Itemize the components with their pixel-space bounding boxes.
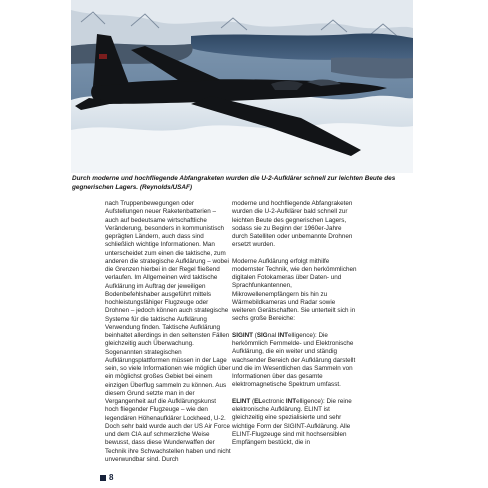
paragraph: nach Truppenbewegungen oder Aufstellungen neuer Raketenbatterien – auch auf bedeutsame wirtschaftliche Veränderung, besonders in kommunistisch geprägten Ländern, auch dass sind schließlich wichtige Informationen. Man unterscheidet zum einen die taktische, zum anderen die strategische Aufklärung – wobei die Grenzen hierbei in der Regel fließend verlaufen. Im Allgemeinen wird taktische Aufklärung im Auftrag der jeweiligen Bodenbefehlshaber ausgeführt mittels hochleistungsfähiger Flugzeuge oder Drohnen – jedoch können auch strategische Systeme für die taktische Aufklärung Verwendung finden. Taktische Aufklärung beinhaltet allerdings in den seltensten Fällen gleichzeitig auch Überwachung. Sogenannten strategischen Aufklärungsplattformen müssen in der Lage sein, so viele Informationen wie möglich über ein möglichst großes Gebiet bei einem einzigen Überflug sammeln zu können. Aus diesem Grund setzte man in der Vergangenheit auf die Aufklärungskunst hoch fliegender Flugzeuge – wie den legendären Höhenaufklärer Lockheed, U-2. Doch sehr bald wurde auch der US Air Force und dem CIA auf schmerzliche Weise bewusst, dass diese Wunderwaffen der Technik ihre Schwachstellen haben und nicht unverwundbar sind. Durch: [105, 200, 231, 463]
sigint-paragraph: SIGINT (SIGnal INTelligence): Die herkömmlich Fernmelde- und Elektronische Aufklärung, die ein weiter und ständig wachsender Bereich der Aufklärung darstellt und die im Wesentlichen das Sammeln von Informationen über das gesamte elektromagnetische Spektrum umfasst.: [232, 331, 356, 389]
body-column-left: [105, 200, 231, 472]
page-number: [100, 473, 113, 482]
figure-caption: Durch moderne und hochfliegende Abfangraketen wurden die U-2-Aufklärer schnell zur leichten Beute des gegnerischen Lagers. (Reynolds/USAF): [72, 175, 396, 191]
elint-term: ELINT: [232, 397, 251, 405]
paragraph: moderne und hochfliegende Abfangraketen wurden die U-2-Aufklärer bald schnell zur leichten Beute des gegnerischen Lagers, sodass sie zu Beginn der 1960er-Jahre durch Satelliten oder unbemannte Drohnen ersetzt wurden.: [232, 200, 353, 249]
square-marker-icon: [100, 475, 106, 481]
paragraph: Moderne Aufklärung erfolgt mithilfe modernster Technik, wie den herkömmlichen digitalen Fotokameras über Daten- und Sprachfunkantennen, Mikrowellenempfängern bis hin zu Wärmebildkameras und Radar sowie weiteren Gerätschaften. Sie unterteilt sich in sechs große Bereiche:: [232, 257, 357, 323]
aircraft-photo: [71, 0, 413, 173]
elint-paragraph: ELINT (ELectronic INTelligence): Die reine elektronische Aufklärung. ELINT ist gleichzeitig eine spezialisierte und sehr wichtige Form der SIGINT-Aufklärung. Alle ELINT-Flugzeuge sind mit hochsensiblen Empfängern bestückt, die in: [232, 397, 352, 447]
page-number-text: 8: [109, 473, 114, 482]
sigint-term: SIGINT: [232, 331, 253, 339]
body-column-right: [232, 200, 358, 456]
